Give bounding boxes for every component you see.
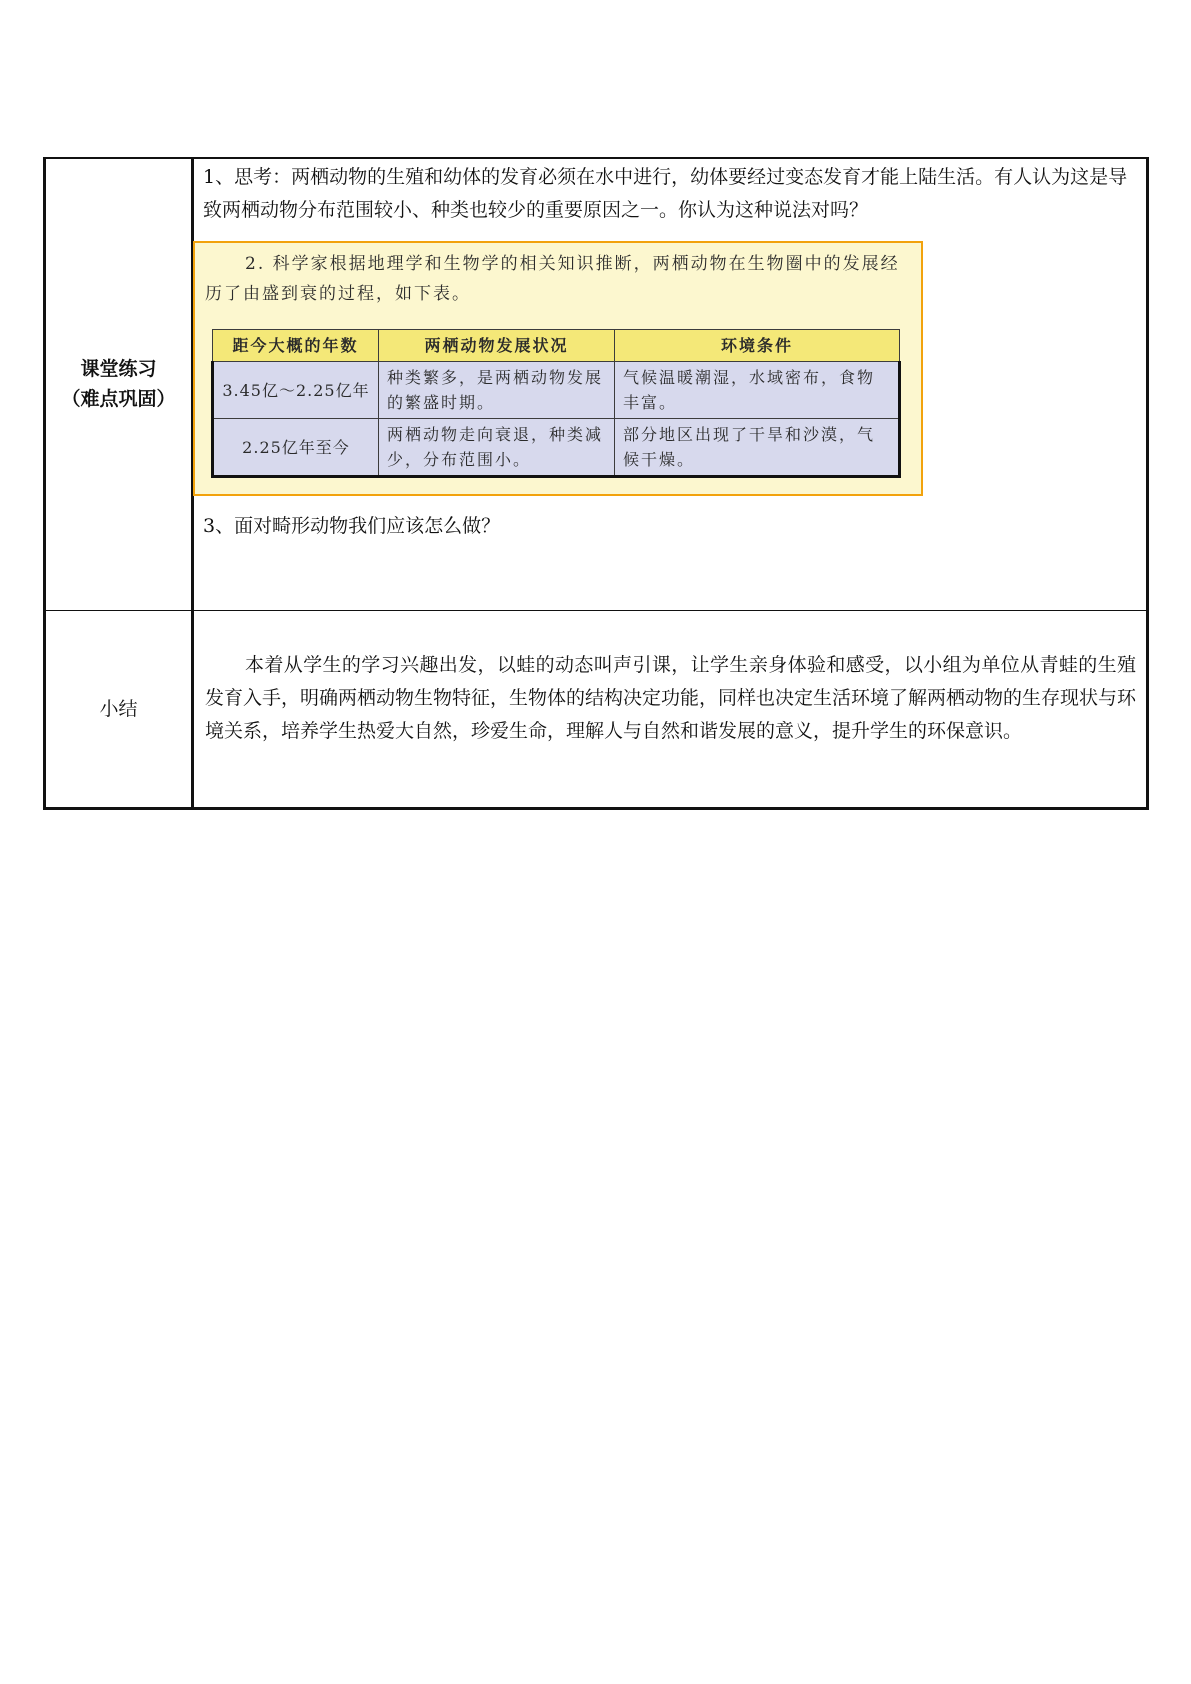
figure-table-row [213,362,900,419]
figure-cell-environment: 气候温暖潮湿，水域密布，食物丰富。 [615,362,900,419]
textbook-figure [193,241,923,496]
figure-header-environment: 环境条件 [615,330,900,362]
summary-row [45,610,1148,808]
figure-cell-status: 两栖动物走向衰退，种类减少，分布范围小。 [379,419,615,477]
figure-header-status: 两栖动物发展状况 [379,330,615,362]
summary-label-cell [45,610,193,808]
lesson-plan-table [43,157,1149,810]
figure-table-header-row [213,330,900,362]
figure-table-row [213,419,900,477]
practice-label: 课堂练习 [80,358,157,381]
practice-row [45,158,1148,610]
figure-intro-text: 2. 科学家根据地理学和生物学的相关知识推断，两栖动物在生物圈中的发展经历了由盛到衰的过程，如下表。 [205,254,900,304]
question-3: 3、面对畸形动物我们应该怎么做？ [203,515,501,537]
summary-label: 小结 [99,697,138,720]
figure-cell-years: 2.25亿年至今 [213,419,379,477]
summary-content-cell [193,610,1148,808]
question-1: 1、思考：两栖动物的生殖和幼体的发育必须在水中进行，幼体要经过变态发育才能上陆生活。有人认为这是导致两栖动物分布范围较小、种类也较少的重要原因之一。你认为这种说法对吗？ [203,166,1128,221]
practice-sublabel: （难点巩固） [61,388,176,411]
figure-cell-years: 3.45亿～2.25亿年 [213,362,379,419]
figure-cell-status: 种类繁多，是两栖动物发展的繁盛时期。 [379,362,615,419]
practice-label-cell [45,158,193,610]
summary-text: 本着从学生的学习兴趣出发，以蛙的动态叫声引课，让学生亲身体验和感受，以小组为单位从青蛙的生殖发育入手，明确两栖动物生物特征，生物体的结构决定功能，同样也决定生活环境了解两栖动物的生存现状与环境关系，培养学生热爱大自然，珍爱生命，理解人与自然和谐发展的意义，提升学生的环保意识。 [205,653,1137,742]
figure-header-years: 距今大概的年数 [213,330,379,362]
amphibian-development-table [211,329,901,478]
practice-content-cell [193,158,1148,610]
figure-cell-environment: 部分地区出现了干旱和沙漠，气候干燥。 [615,419,900,477]
